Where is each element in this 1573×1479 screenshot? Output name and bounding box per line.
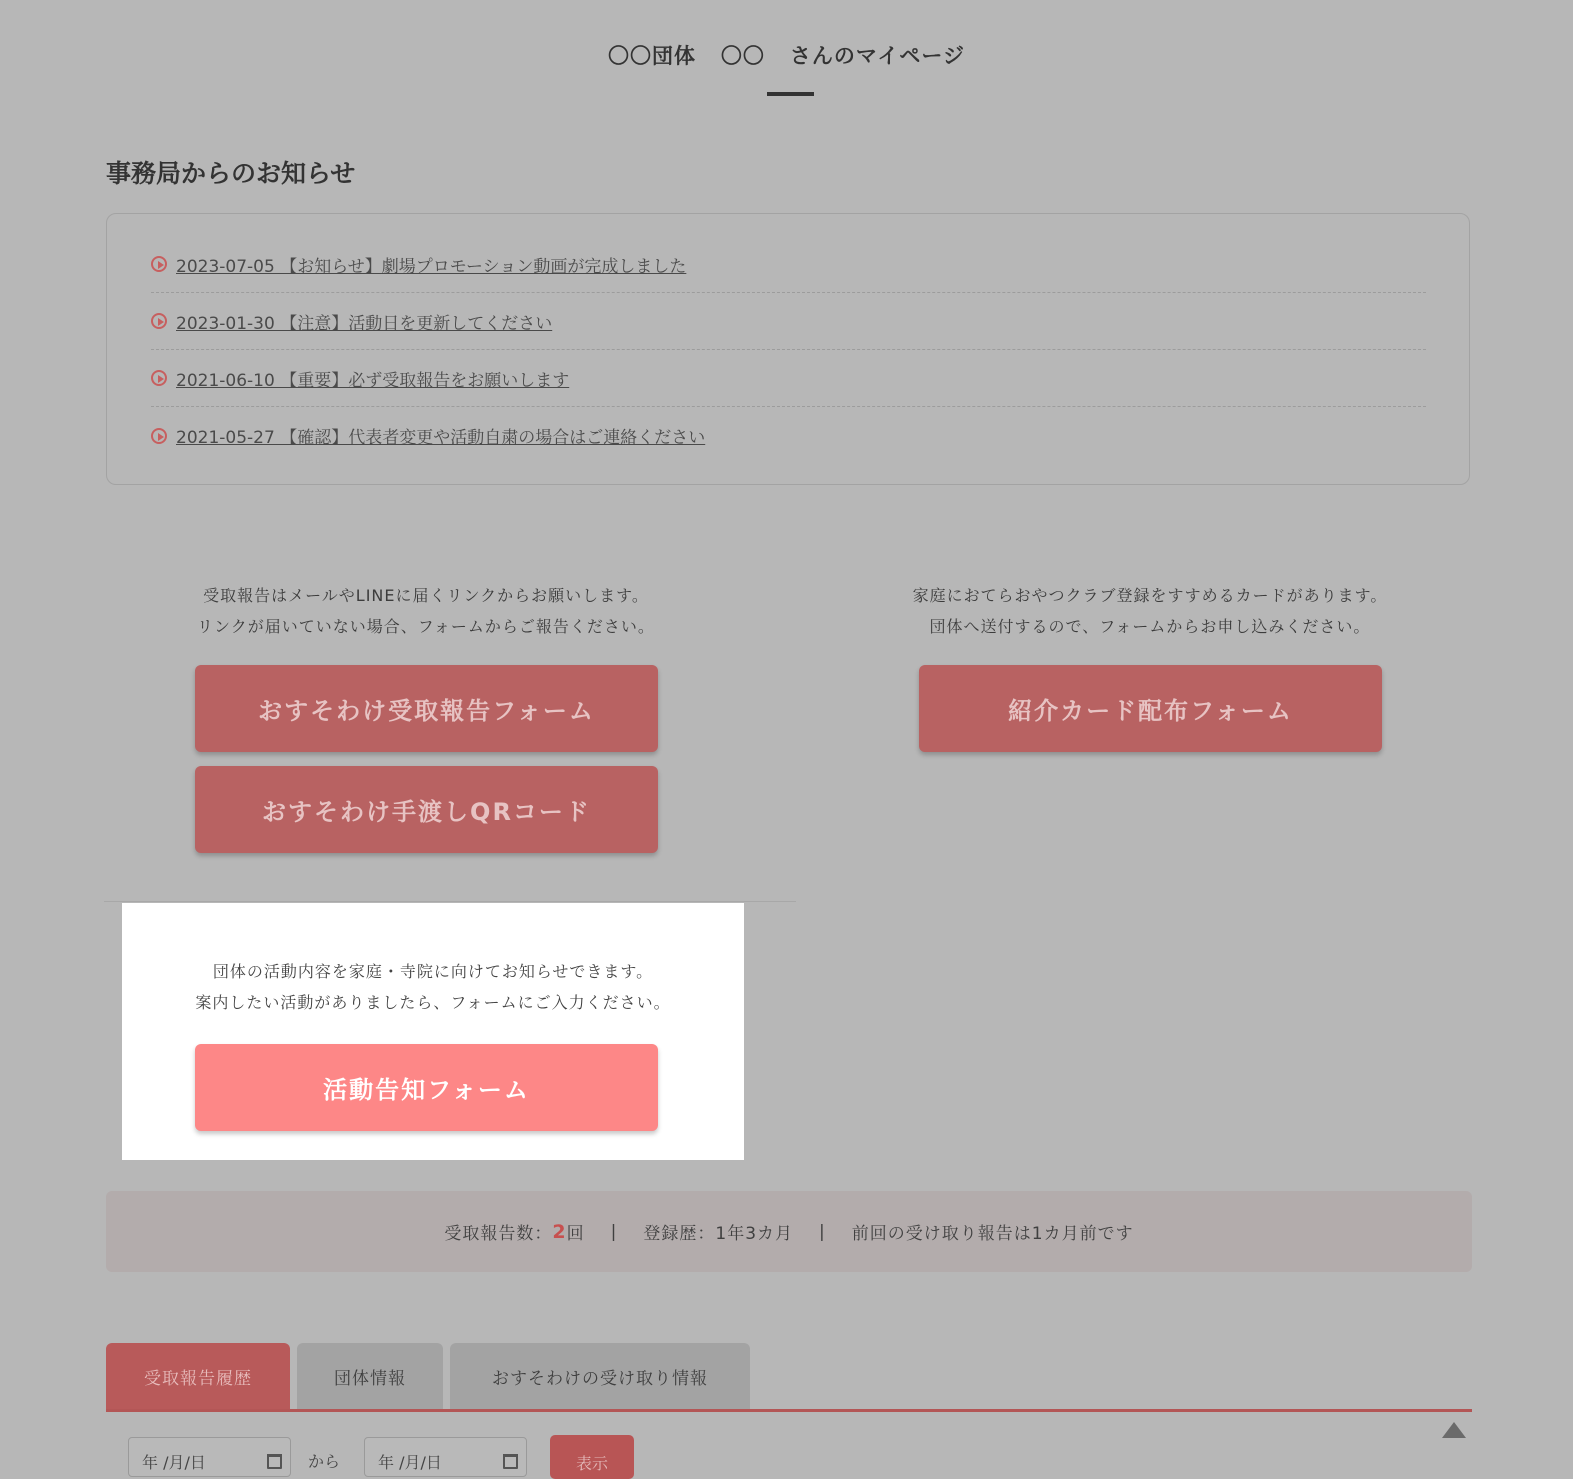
report-form-button[interactable]: おすそわけ受取報告フォーム <box>195 665 658 752</box>
card-description <box>830 580 1470 642</box>
notice-link[interactable]: 2021-05-27 【確認】代表者変更や活動自粛の場合はご連絡ください <box>176 428 706 448</box>
qr-code-button[interactable]: おすそわけ手渡しQRコード <box>195 766 658 853</box>
title-underline <box>767 92 814 96</box>
play-circle-icon <box>151 256 167 272</box>
tab-underline <box>106 1409 1472 1412</box>
report-count-unit: 回 <box>566 1224 585 1244</box>
end-date-placeholder: 年 /月/日 <box>378 1453 442 1472</box>
calendar-icon[interactable] <box>503 1454 518 1469</box>
calendar-icon[interactable] <box>267 1454 282 1469</box>
group-name: 〇〇団体 <box>607 44 696 68</box>
card-description-line: 団体へ送付するので、フォームからお申し込みください。 <box>929 617 1371 636</box>
notice-item[interactable] <box>151 236 1426 293</box>
activity-description <box>122 956 744 1018</box>
play-circle-icon <box>151 313 167 329</box>
notice-link[interactable]: 2023-01-30 【注意】活動日を更新してください <box>176 313 553 334</box>
notice-item[interactable] <box>151 293 1426 350</box>
play-circle-icon <box>151 370 167 386</box>
stats-bar <box>106 1191 1472 1272</box>
end-date-input[interactable] <box>364 1437 527 1477</box>
intro-card-form-button[interactable]: 紹介カード配布フォーム <box>919 665 1382 752</box>
activity-description-line: 案内したい活動がありましたら、フォームにご入力ください。 <box>195 993 671 1012</box>
scroll-top-arrow-icon[interactable] <box>1442 1422 1466 1438</box>
notices-heading: 事務局からのお知らせ <box>106 159 356 188</box>
stats-separator: | <box>610 1221 618 1242</box>
report-description-line: 受取報告はメールやLINEに届くリンクからお願いします。 <box>203 586 649 605</box>
notice-link[interactable]: 2023-07-05 【お知らせ】劇場プロモーション動画が完成しました <box>176 256 687 277</box>
user-name: 〇〇 <box>720 44 765 68</box>
title-suffix: さんのマイページ <box>789 44 966 68</box>
show-button[interactable]: 表示 <box>550 1435 634 1479</box>
notice-item[interactable] <box>151 407 1426 464</box>
report-count-value: 2 <box>552 1220 567 1243</box>
page-title <box>0 40 1573 70</box>
card-description-line: 家庭におてらおやつクラブ登録をすすめるカードがあります。 <box>912 586 1388 605</box>
play-circle-icon <box>151 428 167 444</box>
start-date-placeholder: 年 /月/日 <box>142 1453 206 1472</box>
from-label: から <box>308 1452 341 1471</box>
tab-group-info[interactable]: 団体情報 <box>297 1343 443 1409</box>
notices-box <box>106 213 1470 485</box>
last-report: 前回の受け取り報告は1カ月前です <box>851 1224 1134 1244</box>
stats-separator: | <box>819 1221 826 1242</box>
start-date-input[interactable] <box>128 1437 291 1477</box>
notice-link[interactable]: 2021-06-10 【重要】必ず受取報告をお願いします <box>176 370 570 391</box>
report-description-line: リンクが届いていない場合、フォームからご報告ください。 <box>197 617 655 636</box>
tab-receipt-info[interactable]: おすそわけの受け取り情報 <box>450 1343 750 1409</box>
notice-item[interactable] <box>151 350 1426 407</box>
activity-description-line: 団体の活動内容を家庭・寺院に向けてお知らせできます。 <box>212 962 654 981</box>
report-description <box>104 580 748 642</box>
registration-period: 登録歴：1年3カ月 <box>643 1224 794 1244</box>
report-count-label: 受取報告数： <box>444 1224 553 1244</box>
section-divider <box>104 901 796 902</box>
activity-notice-form-button[interactable]: 活動告知フォーム <box>195 1044 658 1131</box>
tab-report-history[interactable]: 受取報告履歴 <box>106 1343 290 1409</box>
